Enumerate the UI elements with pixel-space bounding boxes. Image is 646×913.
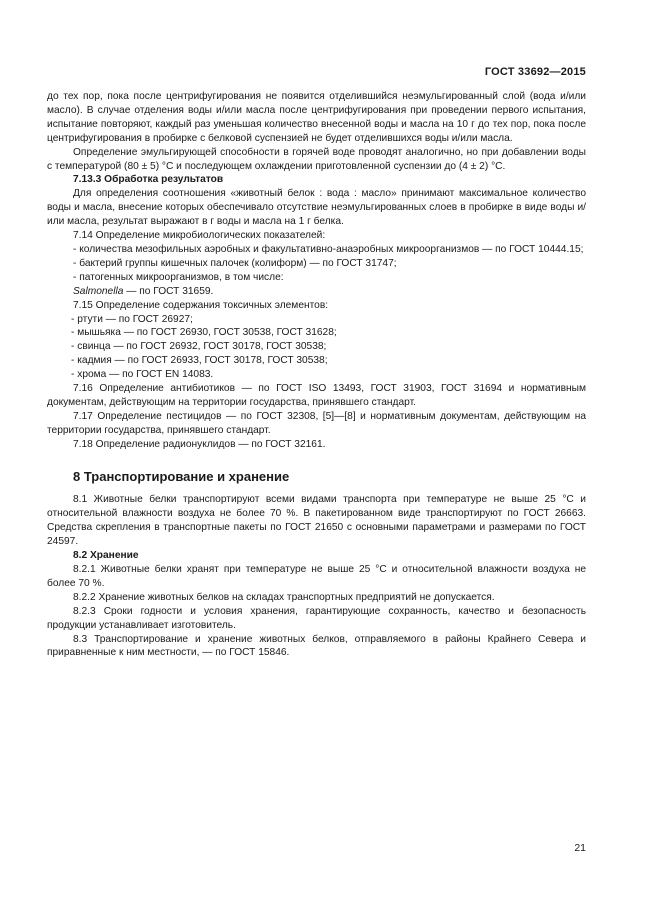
page-number: 21 [574,842,586,854]
document-body [47,90,586,660]
salmonella-ref: — по ГОСТ 31659. [123,285,214,297]
section-8-heading: 8 Транспортирование и хранение [73,468,290,484]
section-7-14-title: 7.14 Определение микробиологических показателей: [73,230,326,242]
list-item-micro-1: - количества мезофильных аэробных и факультативно-анаэробных микроорганизмов — по ГОСТ 10444.15; [73,243,584,255]
paragraph-results: Для определения соотношения «животный белок : вода : масло» принимают максимальное количество воды и масла, внесение которых обеспечивало отсутствие неэмульгированных слоев в пробирке в виде воды и/или масла, результат выражают в г воды и масла на 1 г белка. [47,188,586,228]
section-8-2-3: 8.2.3 Сроки годности и условия хранения, гарантирующие сохранность, качество и безопасность продукции устанавливает изготовитель. [47,605,586,631]
list-item-micro-2: - бактерий группы кишечных палочек (колиформ) — по ГОСТ 31747; [73,257,397,269]
section-7-18: 7.18 Определение радионуклидов — по ГОСТ 32161. [73,438,326,450]
list-item-micro-3: - патогенных микроорганизмов, в том числе: [73,271,284,283]
paragraph-continuation: до тех пор, пока после центрифугирования не появится отделившийся неэмульгированный слой (вода и/или масло). В случае отделения воды и/или масла после центрифугирования при проведении первого испытания, испытание повторяют, каждый раз уменьшая количество внесенной воды и масла на 10 г до тех пор, пока после центрифугирования в пробирке с белковой суспензией не будет отделившихся воды и/или масла. [47,91,586,144]
list-item-salmonella [47,285,586,299]
paragraph-hot-water: Определение эмульгирующей способности в горячей воде проводят аналогично, но при добавлении воды с температурой (80 ± 5) °C и последующем охлаждении приготовленной суспензии до (4 ± 2) °С. [47,146,586,172]
list-item-toxic-2: - мышьяка — по ГОСТ 26930, ГОСТ 30538, ГОСТ 31628; [71,327,337,339]
section-8-1: 8.1 Животные белки транспортируют всеми видами транспорта при температуре не выше 25 °С и относительной влажности воздуха не более 70 %. В пакетированном виде транспортируют по ГОСТ 26663. Средства скрепления в транспортные пакеты по ГОСТ 21650 с основными параметрами и размерами по ГОСТ 24597. [47,494,586,548]
list-item-toxic-3: - свинца — по ГОСТ 26932, ГОСТ 30178, ГОСТ 30538; [71,341,327,353]
section-7-15-title: 7.15 Определение содержания токсичных элементов: [73,299,329,311]
section-7-17: 7.17 Определение пестицидов — по ГОСТ 32308, [5]—[8] и нормативным документам, действующим на территории государства, принявшего стандарт. [47,410,586,436]
section-8-2-1: 8.2.1 Животные белки хранят при температуре не выше 25 °С и относительной влажности воздуха не более 70 %. [47,564,586,589]
section-7-16: 7.16 Определение антибиотиков — по ГОСТ ISO 13493, ГОСТ 31903, ГОСТ 31694 и нормативным документам, действующим на территории государства, принявшего стандарт. [47,383,586,408]
list-item-toxic-5: - хрома — по ГОСТ EN 14083. [71,369,214,381]
list-item-toxic-4: - кадмия — по ГОСТ 26933, ГОСТ 30178, ГОСТ 30538; [71,355,328,367]
salmonella-term: Salmonella [73,285,124,297]
list-item-toxic-1: - ртути — по ГОСТ 26927; [71,313,193,325]
section-8-2-heading: 8.2 Хранение [73,550,139,562]
section-8-3: 8.3 Транспортирование и хранение животных белков, отправляемого в районы Крайнего Севера и приравненные к ним местности, — по ГОСТ 15846. [47,633,586,659]
subsection-title-7-13-3: 7.13.3 Обработка результатов [73,174,224,186]
section-8-2-2: 8.2.2 Хранение животных белков на складах транспортных предприятий не допускается. [73,591,495,603]
document-code-header: ГОСТ 33692—2015 [484,66,586,78]
